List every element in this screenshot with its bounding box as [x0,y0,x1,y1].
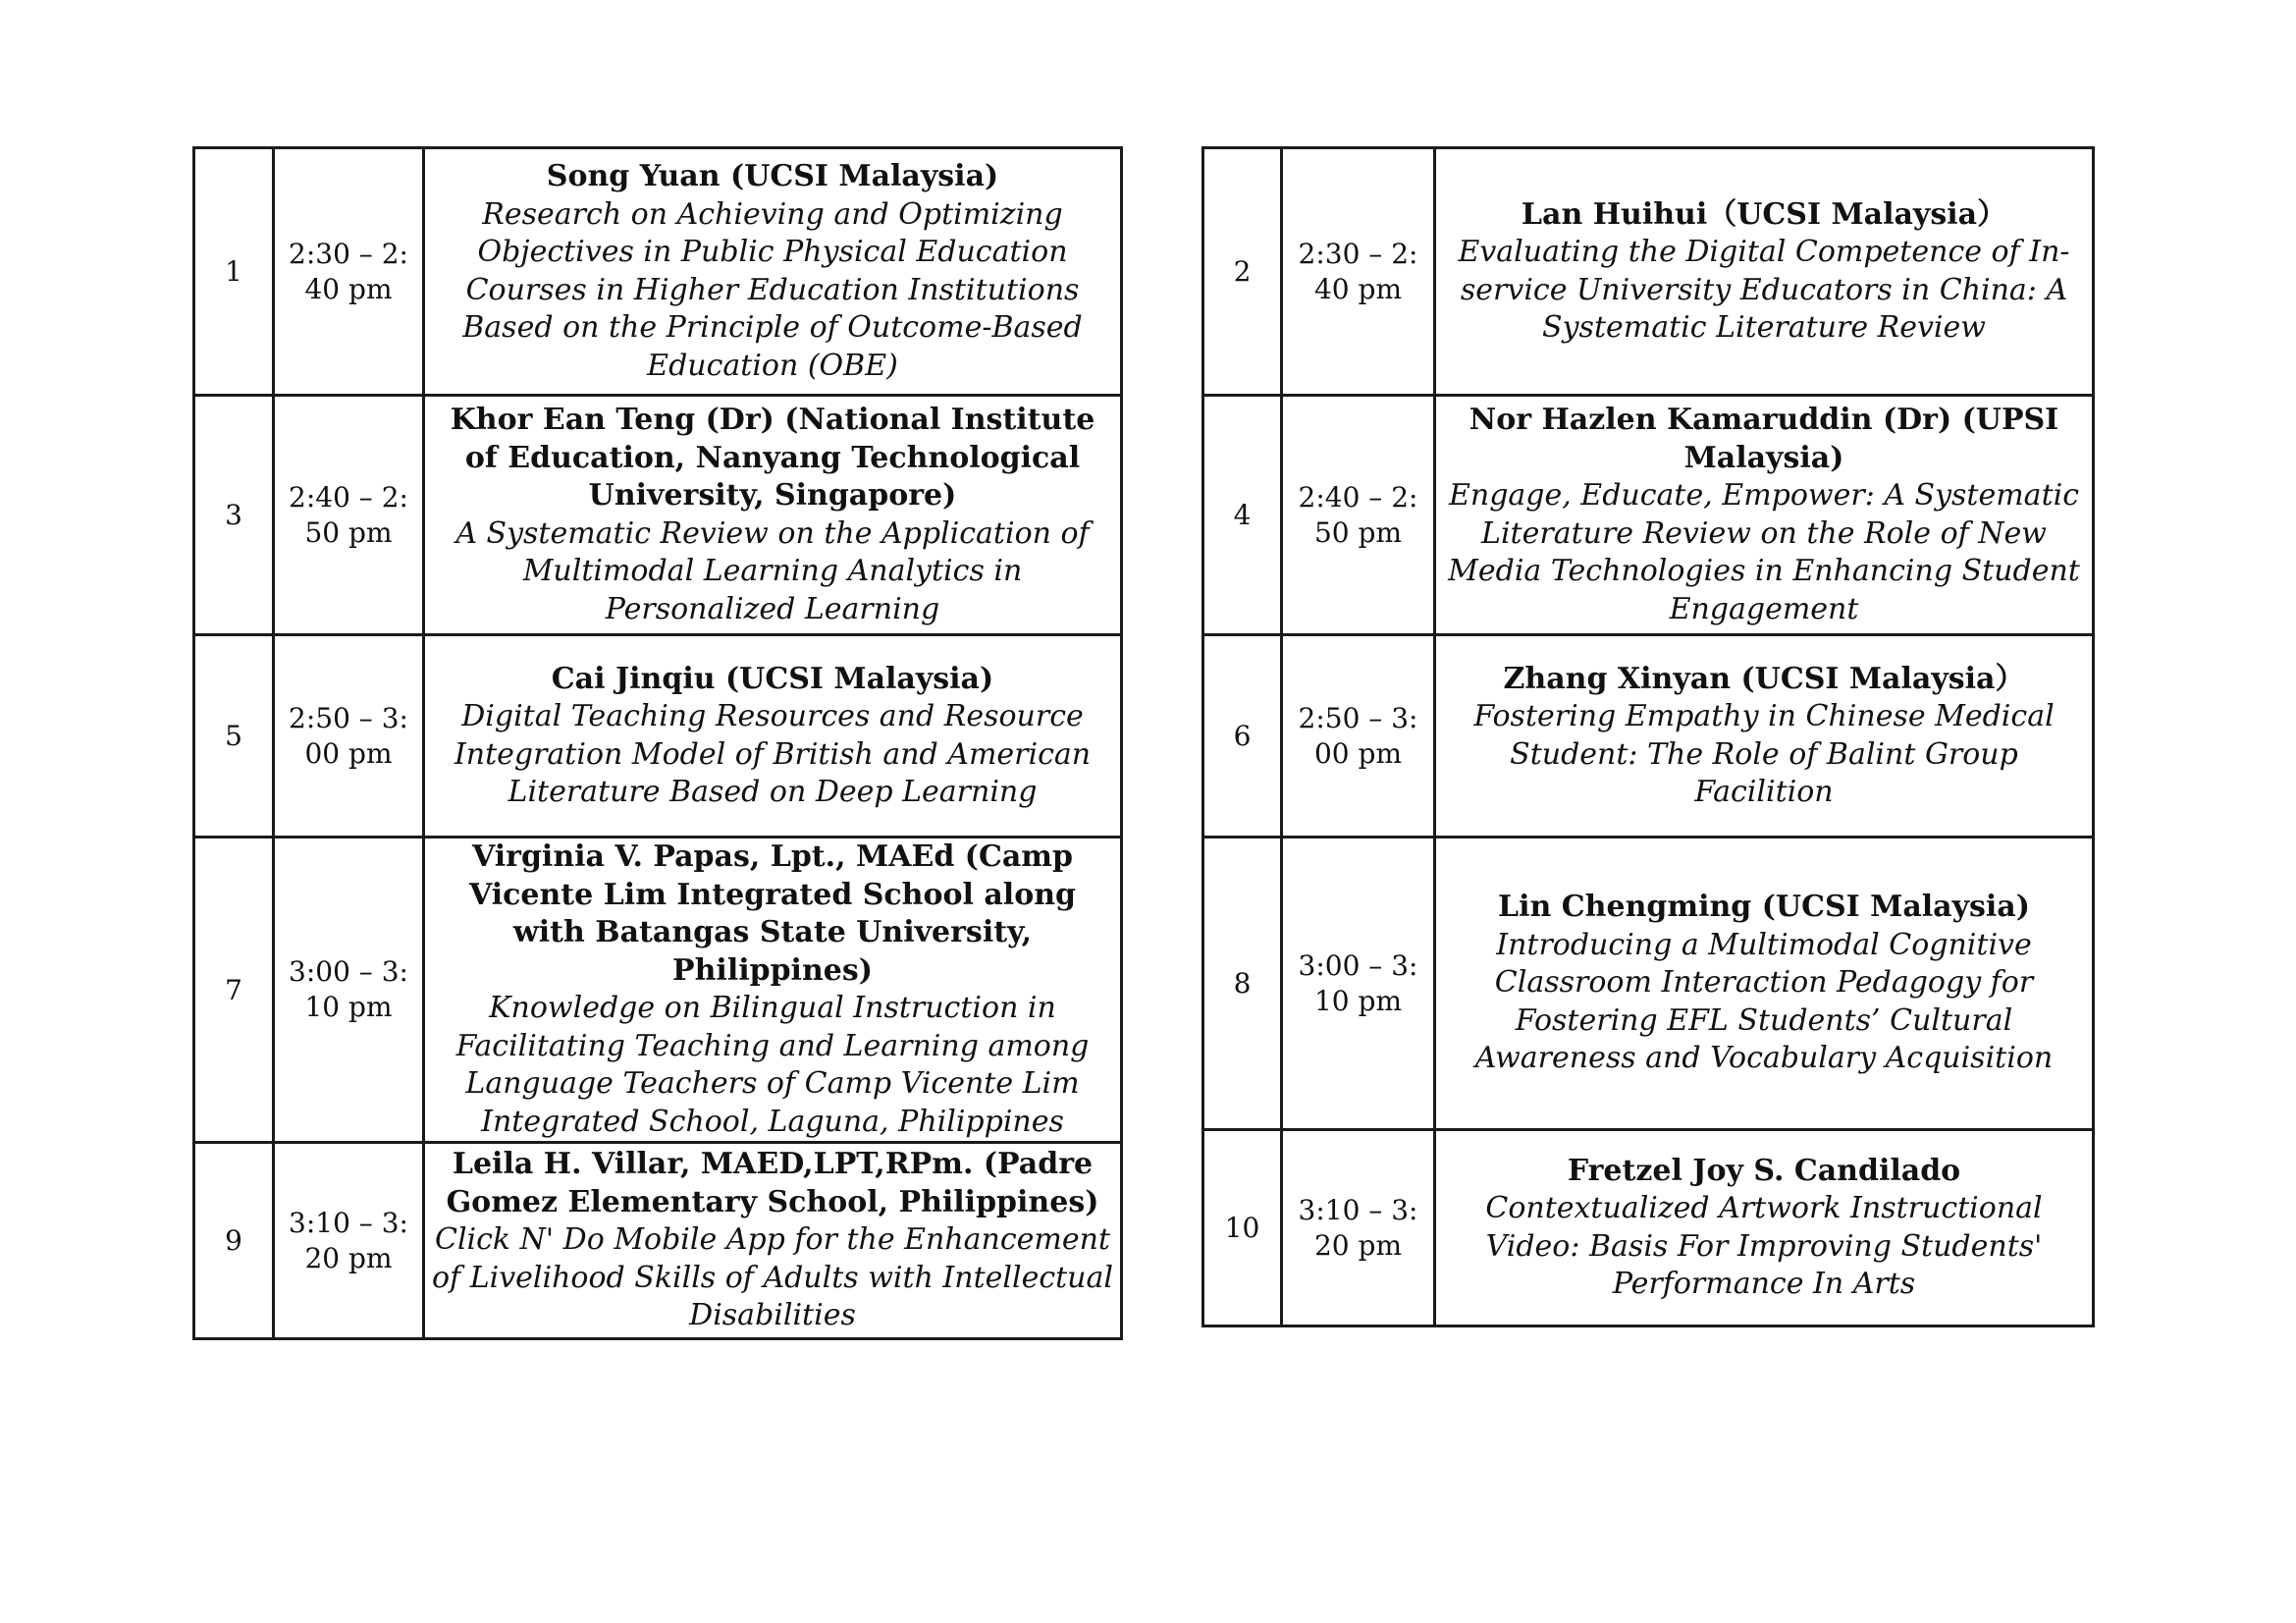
time-end: 40 pm [1313,272,1402,305]
table-row [194,148,1122,396]
session-number: 8 [1203,838,1282,1130]
time-end: 10 pm [304,991,393,1023]
session-number: 9 [194,1143,274,1339]
time-slot [1282,148,1435,396]
time-end: 20 pm [1313,1228,1402,1262]
paper-title: Evaluating the Digital Competence of In-service University Educators in China: A Systematic Literature Review [1458,235,2070,345]
time-start: 3:10 – 3: [1298,1193,1418,1226]
time-start: 3:10 – 3: [289,1206,408,1239]
table-row [1203,635,2094,838]
presentation-cell [424,396,1122,635]
presenter-name: Khor Ean Teng (Dr) (National Institute of Education, Nanyang Technological University, Singapore) [450,403,1095,513]
session-number: 1 [194,148,274,396]
presenter-name: Cai Jinqiu (UCSI Malaysia) [551,661,994,696]
presenter-name: Zhang Xinyan (UCSI Malaysia） [1503,661,2025,696]
presenter-name: Nor Hazlen Kamaruddin (Dr) (UPSI Malaysia) [1468,403,2059,475]
time-slot [274,838,424,1143]
session-number: 5 [194,635,274,838]
time-slot [1282,635,1435,838]
table-row [194,1143,1122,1339]
time-end: 10 pm [1313,984,1402,1017]
time-end: 00 pm [1313,736,1402,770]
paper-title: Contextualized Artwork Instructional Video: Basis For Improving Students' Performance In Arts [1485,1191,2043,1301]
presentation-cell [1435,396,2094,635]
presentation-cell [424,838,1122,1143]
session-number: 3 [194,396,274,635]
table-row [194,396,1122,635]
paper-title: Fostering Empathy in Chinese Medical Student: The Role of Balint Group Facilition [1473,699,2055,809]
time-slot [274,1143,424,1339]
table-row [1203,396,2094,635]
presenter-name: Fretzel Joy S. Candilado [1567,1153,1961,1188]
time-slot [1282,838,1435,1130]
presenter-name: Song Yuan (UCSI Malaysia) [546,159,999,193]
session-number: 7 [194,838,274,1143]
time-start: 2:30 – 2: [289,237,408,270]
session-number: 4 [1203,396,1282,635]
presentation-cell [424,148,1122,396]
presenter-name: Virginia V. Papas, Lpt., MAEd (Camp Vicente Lim Integrated School along with Batangas State University, Philippines) [469,839,1076,988]
time-end: 40 pm [304,272,393,305]
time-start: 2:40 – 2: [289,480,408,514]
presentation-cell [1435,1130,2094,1326]
presenter-name: Lin Chengming (UCSI Malaysia) [1498,890,2030,925]
presentation-cell [1435,635,2094,838]
time-start: 2:30 – 2: [1298,237,1418,270]
time-end: 50 pm [304,515,393,549]
time-slot [274,635,424,838]
presentation-cell [424,1143,1122,1339]
presentation-cell [1435,148,2094,396]
time-end: 00 pm [304,736,393,770]
time-slot [274,148,424,396]
time-start: 3:00 – 3: [289,955,408,988]
time-end: 50 pm [1313,515,1402,549]
time-start: 2:50 – 3: [289,701,408,734]
presenter-name: Lan Huihui（UCSI Malaysia） [1521,196,2007,232]
paper-title: A Systematic Review on the Application of Multimodal Learning Analytics in Personalized Learning [455,515,1090,626]
time-start: 3:00 – 3: [1298,948,1418,982]
time-end: 20 pm [304,1241,393,1274]
time-start: 2:40 – 2: [1298,480,1418,514]
paper-title: Click N' Do Mobile App for the Enhancement of Livelihood Skills of Adults with Intellectual Disabilities [432,1222,1113,1333]
table-row [1203,838,2094,1130]
table-row [194,838,1122,1143]
time-start: 2:50 – 3: [1298,701,1418,734]
session-number: 6 [1203,635,1282,838]
paper-title: Research on Achieving and Optimizing Objectives in Public Physical Education Courses in Higher Education Institutions Based on the Principle of Outcome-Based Education (OBE) [462,196,1083,383]
paper-title: Knowledge on Bilingual Instruction in Facilitating Teaching and Learning among Language Teachers of Camp Vicente Lim Integrated School, Laguna, Philippines [455,991,1090,1139]
schedule-table-right [1201,146,2095,1327]
presentation-cell [1435,838,2094,1130]
paper-title: Digital Teaching Resources and Resource Integration Model of British and American Literature Based on Deep Learning [454,699,1092,809]
table-row [1203,1130,2094,1326]
presentation-cell [424,635,1122,838]
session-number: 2 [1203,148,1282,396]
paper-title: Engage, Educate, Empower: A Systematic Literature Review on the Role of New Media Technologies in Enhancing Student Engagement [1448,478,2080,626]
time-slot [1282,1130,1435,1326]
schedule-table-left [192,146,1123,1340]
table-row [1203,148,2094,396]
presenter-name: Leila H. Villar, MAED,LPT,RPm. (Padre Gomez Elementary School, Philippines) [446,1147,1099,1219]
table-row [194,635,1122,838]
time-slot [274,396,424,635]
paper-title: Introducing a Multimodal Cognitive Classroom Interaction Pedagogy for Fostering EFL Students’ Cultural Awareness and Vocabulary Acquisition [1474,927,2054,1076]
time-slot [1282,396,1435,635]
session-number: 10 [1203,1130,1282,1326]
